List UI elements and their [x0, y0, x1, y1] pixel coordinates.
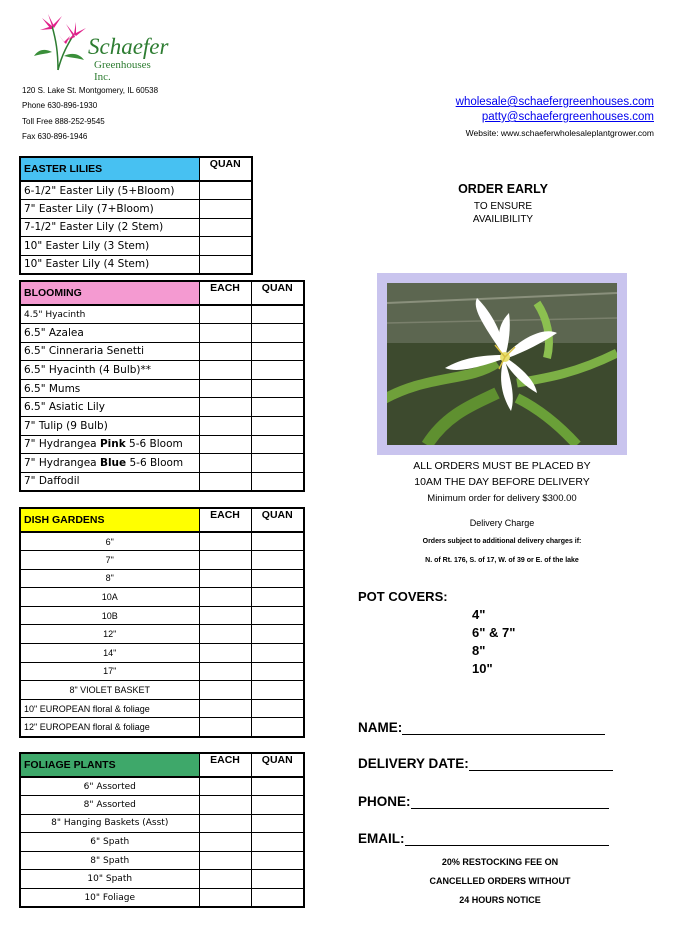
delivery-date-field: [358, 756, 613, 771]
email-link-patty[interactable]: patty@schaefergreenhouses.com: [481, 111, 654, 123]
address: 120 S. Lake St. Montgomery, IL 60538: [22, 86, 159, 95]
each-header: EACH: [199, 281, 251, 305]
table-row-item: 6.5" Asiatic Lily: [20, 398, 199, 417]
email-label: EMAIL:: [358, 831, 405, 846]
each-cell[interactable]: [199, 361, 251, 380]
table-row-item: 6-1/2" Easter Lily (5+Bloom): [20, 181, 199, 200]
table-row-item: [20, 454, 199, 473]
each-cell[interactable]: [199, 324, 251, 343]
table-row-item: 10A: [20, 588, 199, 607]
item-text: 7" Hydrangea: [24, 438, 100, 451]
each-cell[interactable]: [199, 569, 251, 588]
table-row-item: 6.5" Cinneraria Senetti: [20, 342, 199, 361]
easter-lilies-header: EASTER LILIES: [20, 157, 199, 181]
quan-cell[interactable]: [251, 681, 304, 700]
item-text: 5-6 Bloom: [125, 438, 183, 451]
quan-cell[interactable]: [251, 398, 304, 417]
blooming-header: BLOOMING: [20, 281, 199, 305]
delivery-date-input-line[interactable]: [469, 758, 613, 771]
each-cell[interactable]: [199, 398, 251, 417]
quan-cell[interactable]: [251, 625, 304, 644]
item-color-blue: Blue: [99, 457, 127, 470]
phone-number: Phone 630-896-1930: [22, 101, 98, 111]
each-cell[interactable]: [199, 472, 251, 491]
quan-cell[interactable]: [199, 237, 252, 256]
quan-cell[interactable]: [251, 796, 304, 815]
each-cell[interactable]: [199, 699, 251, 718]
table-row-item: 8" Hanging Baskets (Asst): [20, 814, 199, 833]
logo-subtitle: Greenhouses Inc.: [94, 59, 151, 83]
quan-header: QUAN: [251, 753, 304, 777]
restock-line: CANCELLED ORDERS WITHOUT: [429, 876, 571, 886]
table-row-item: 7" Easter Lily (7+Bloom): [20, 200, 199, 219]
name-input-line[interactable]: [402, 722, 605, 735]
item-text: 5-6 Bloom: [126, 457, 184, 470]
quan-cell[interactable]: [251, 435, 304, 454]
pot-size: 6" & 7": [472, 625, 516, 640]
each-cell[interactable]: [199, 625, 251, 644]
table-row-item: 10" Easter Lily (3 Stem): [20, 237, 199, 256]
delivery-charge-text: Delivery Charge: [469, 518, 535, 528]
quan-cell[interactable]: [251, 644, 304, 663]
email-link-wholesale[interactable]: wholesale@schaefergreenhouses.com: [455, 96, 654, 108]
quan-cell[interactable]: [251, 305, 304, 324]
quan-cell[interactable]: [251, 569, 304, 588]
table-row-item: 6": [20, 532, 199, 551]
quan-cell[interactable]: [251, 342, 304, 361]
quan-header: QUAN: [251, 281, 304, 305]
fax-number: Fax 630-896-1946: [22, 131, 88, 141]
table-row-item: 12" EUROPEAN floral & foliage: [20, 718, 199, 737]
table-row-item: 6.5" Azalea: [20, 324, 199, 343]
contact-info: [22, 83, 158, 144]
quan-cell[interactable]: [199, 218, 252, 237]
phone-field: [358, 794, 609, 809]
quan-cell[interactable]: [199, 200, 252, 219]
pot-covers-sizes: [472, 606, 515, 678]
table-row-item: 7" Tulip (9 Bulb): [20, 417, 199, 436]
restock-line: 24 HOURS NOTICE: [459, 895, 541, 905]
table-row-item: 8" VIOLET BASKET: [20, 681, 199, 700]
quan-cell[interactable]: [251, 472, 304, 491]
name-label: NAME:: [358, 720, 403, 735]
delivery-conditions-text: Orders subject to additional delivery charges if:: [422, 538, 582, 545]
quan-cell[interactable]: [251, 833, 304, 852]
table-row-item: 10" EUROPEAN floral & foliage: [20, 699, 199, 718]
quan-cell[interactable]: [251, 454, 304, 473]
phone-input-line[interactable]: [411, 796, 609, 809]
each-cell[interactable]: [199, 551, 251, 570]
quan-cell[interactable]: [251, 379, 304, 398]
notice-line: 10AM THE DAY BEFORE DELIVERY: [414, 476, 590, 488]
order-early-title: ORDER EARLY: [458, 182, 548, 196]
quan-cell[interactable]: [251, 814, 304, 833]
each-cell[interactable]: [199, 833, 251, 852]
lily-photo: [377, 273, 627, 455]
table-row-item: 12": [20, 625, 199, 644]
quan-cell[interactable]: [251, 718, 304, 737]
each-cell[interactable]: [199, 681, 251, 700]
quan-cell[interactable]: [251, 889, 304, 908]
each-header: EACH: [199, 508, 251, 532]
table-row-item: 8" Spath: [20, 851, 199, 870]
each-cell[interactable]: [199, 435, 251, 454]
blooming-table: [19, 280, 305, 492]
pot-covers-label: POT COVERS:: [358, 589, 448, 604]
easter-lilies-table: [19, 156, 253, 275]
easter-lily-image: [387, 283, 617, 445]
tollfree-number: Toll Free 888-252-9545: [22, 116, 105, 126]
quan-cell[interactable]: [251, 699, 304, 718]
table-row-item: 10B: [20, 606, 199, 625]
order-early-line3: AVAILIBILITY: [472, 214, 534, 225]
company-logo: [28, 12, 169, 83]
quan-cell[interactable]: [251, 606, 304, 625]
table-row-item: 8": [20, 569, 199, 588]
website-text: Website: www.schaeferwholesaleplantgrower.com: [465, 128, 654, 138]
pot-size: 8": [472, 643, 486, 658]
each-cell[interactable]: [199, 606, 251, 625]
each-cell[interactable]: [199, 454, 251, 473]
each-cell[interactable]: [199, 305, 251, 324]
each-cell[interactable]: [199, 851, 251, 870]
each-header: EACH: [199, 753, 251, 777]
each-cell[interactable]: [199, 814, 251, 833]
foliage-plants-table: [19, 752, 305, 908]
each-cell[interactable]: [199, 662, 251, 681]
quan-cell[interactable]: [251, 851, 304, 870]
table-row-item: 10" Foliage: [20, 889, 199, 908]
dish-gardens-table: [19, 507, 305, 738]
notice-line: ALL ORDERS MUST BE PLACED BY: [413, 460, 591, 472]
quan-cell[interactable]: [251, 361, 304, 380]
table-row-item: 10" Spath: [20, 870, 199, 889]
table-row-item: 6.5" Mums: [20, 379, 199, 398]
phone-label: PHONE:: [358, 794, 411, 809]
restocking-fee-notice: [400, 853, 600, 910]
table-row-item: 14": [20, 644, 199, 663]
order-early-notice: [403, 182, 603, 225]
lily-logo-icon: [28, 12, 90, 72]
quan-cell[interactable]: [251, 588, 304, 607]
quan-header: QUAN: [199, 157, 252, 181]
order-early-line2: TO ENSURE: [473, 201, 533, 212]
each-cell[interactable]: [199, 342, 251, 361]
quan-cell[interactable]: [199, 255, 252, 274]
pot-size: 10": [472, 661, 493, 676]
email-input-line[interactable]: [405, 833, 609, 846]
quan-cell[interactable]: [199, 181, 252, 200]
each-cell[interactable]: [199, 644, 251, 663]
restock-line: 20% RESTOCKING FEE ON: [441, 857, 559, 867]
table-row-item: 7-1/2" Easter Lily (2 Stem): [20, 218, 199, 237]
quan-header: QUAN: [251, 508, 304, 532]
table-row-item: 8" Assorted: [20, 796, 199, 815]
name-field: [358, 720, 605, 735]
table-row-item: 6" Spath: [20, 833, 199, 852]
each-cell[interactable]: [199, 889, 251, 908]
item-text: 7" Hydrangea: [24, 457, 100, 470]
quan-cell[interactable]: [251, 551, 304, 570]
table-row-item: 7" Daffodil: [20, 472, 199, 491]
each-cell[interactable]: [199, 379, 251, 398]
order-deadline-notice: [372, 458, 632, 490]
table-row-item: 7": [20, 551, 199, 570]
each-cell[interactable]: [199, 588, 251, 607]
item-color-pink: Pink: [99, 438, 126, 451]
each-cell[interactable]: [199, 417, 251, 436]
minimum-order-text: Minimum order for delivery $300.00: [427, 493, 577, 504]
foliage-plants-header: FOLIAGE PLANTS: [20, 753, 199, 777]
table-row-item: 4.5" Hyacinth: [20, 305, 199, 324]
dish-gardens-header: DISH GARDENS: [20, 508, 199, 532]
table-row-item: [20, 435, 199, 454]
logo-name: Schaefer: [88, 34, 169, 59]
table-row-item: 6.5" Hyacinth (4 Bulb)**: [20, 361, 199, 380]
quan-cell[interactable]: [251, 532, 304, 551]
contact-links: [456, 95, 654, 141]
each-cell[interactable]: [199, 796, 251, 815]
quan-cell[interactable]: [251, 662, 304, 681]
table-row-item: 10" Easter Lily (4 Stem): [20, 255, 199, 274]
table-row-item: 17": [20, 662, 199, 681]
quan-cell[interactable]: [251, 777, 304, 796]
each-cell[interactable]: [199, 532, 251, 551]
delivery-area-text: N. of Rt. 176, S. of 17, W. of 39 or E. of the lake: [425, 557, 579, 564]
quan-cell[interactable]: [251, 417, 304, 436]
delivery-date-label: DELIVERY DATE:: [358, 756, 469, 771]
email-field: [358, 831, 609, 846]
each-cell[interactable]: [199, 870, 251, 889]
pot-size: 4": [472, 607, 486, 622]
each-cell[interactable]: [199, 718, 251, 737]
quan-cell[interactable]: [251, 870, 304, 889]
each-cell[interactable]: [199, 777, 251, 796]
table-row-item: 6" Assorted: [20, 777, 199, 796]
quan-cell[interactable]: [251, 324, 304, 343]
